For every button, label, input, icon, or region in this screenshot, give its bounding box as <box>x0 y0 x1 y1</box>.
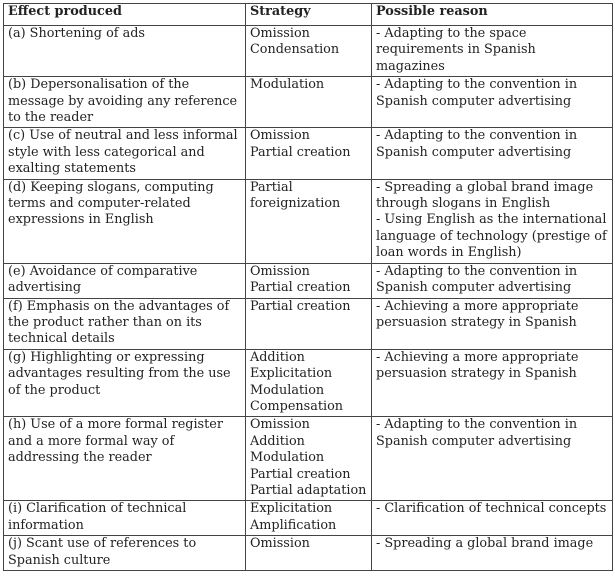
strategy-cell <box>246 77 372 128</box>
strategy-item: Modulation <box>250 77 325 93</box>
reason-item: - Achieving a more appropriate persuasion strategy in Spanish <box>376 349 583 382</box>
strategy-item: Compensation <box>250 398 344 414</box>
translation-strategies-table <box>3 3 613 571</box>
strategy-item: Explicitation <box>250 366 333 382</box>
strategy-item: Omission <box>250 26 310 41</box>
reason-item: - Spreading a global brand image through slogans in English <box>376 179 598 212</box>
reason-item: - Adapting to the convention in Spanish computer advertising <box>376 263 582 296</box>
table-row <box>4 417 613 501</box>
effect-cell: (h) Use of a more formal register and a more formal way of addressing the reader <box>4 417 246 501</box>
effect-cell: (e) Avoidance of comparative advertising <box>4 263 246 298</box>
table-row <box>4 179 613 263</box>
strategy-cell <box>246 128 372 179</box>
strategy-item: Condensation <box>250 42 340 58</box>
reason-cell <box>372 179 613 263</box>
table-header-row <box>4 4 613 26</box>
strategy-item: Omission <box>250 417 310 433</box>
table-row <box>4 298 613 349</box>
strategy-cell <box>246 26 372 77</box>
table-row <box>4 263 613 298</box>
reason-cell <box>372 263 613 298</box>
strategy-item: Amplification <box>250 517 337 533</box>
strategy-item: Omission <box>250 128 310 144</box>
header-possible-reason: Possible reason <box>372 4 613 26</box>
strategy-item: Explicitation <box>250 501 333 517</box>
header-effect-produced: Effect produced <box>4 4 246 26</box>
strategy-item: Partial creation <box>250 298 351 314</box>
strategy-cell <box>246 536 372 571</box>
effect-cell: (f) Emphasis on the advantages of the product rather than on its technical details <box>4 298 246 349</box>
effect-cell: (d) Keeping slogans, computing terms and computer-related expressions in English <box>4 179 246 263</box>
reason-cell <box>372 298 613 349</box>
strategy-item: Addition <box>250 349 305 365</box>
effect-cell: (i) Clarification of technical information <box>4 501 246 536</box>
strategy-cell <box>246 501 372 536</box>
reason-item: - Adapting to the convention in Spanish computer advertising <box>376 417 582 449</box>
table-row <box>4 128 613 179</box>
reason-cell <box>372 501 613 536</box>
strategy-item: Omission <box>250 536 310 552</box>
reason-cell <box>372 417 613 501</box>
strategy-item: Partial adaptation <box>250 482 367 498</box>
effect-cell: (j) Scant use of references to Spanish culture <box>4 536 246 571</box>
reason-cell <box>372 26 613 77</box>
table-row <box>4 501 613 536</box>
effect-cell: (b) Depersonalisation of the message by avoiding any reference to the reader <box>4 77 246 128</box>
strategy-cell <box>246 179 372 263</box>
strategy-item: Modulation <box>250 382 325 398</box>
strategy-item: Partial creation <box>250 280 351 296</box>
strategy-item: Partial creation <box>250 144 351 160</box>
reason-cell <box>372 536 613 571</box>
effect-cell: (c) Use of neutral and less informal style with less categorical and exalting statements <box>4 128 246 179</box>
strategy-cell <box>246 298 372 349</box>
reason-cell <box>372 77 613 128</box>
reason-item: - Adapting to the convention in Spanish computer advertising <box>376 128 582 160</box>
strategy-cell <box>246 417 372 501</box>
strategy-item: Partial creation <box>250 466 351 482</box>
reason-cell <box>372 349 613 417</box>
reason-cell <box>372 128 613 179</box>
table-row <box>4 349 613 417</box>
strategy-item: Omission <box>250 263 310 279</box>
table-row <box>4 26 613 77</box>
strategy-cell <box>246 263 372 298</box>
reason-item: - Adapting to the space requirements in Spanish magazines <box>376 26 540 74</box>
reason-item: - Adapting to the convention in Spanish computer advertising <box>376 77 582 109</box>
reason-item: - Using English as the international language of technology (prestige of loan words in English) <box>376 212 611 261</box>
strategy-cell <box>246 349 372 417</box>
table-row <box>4 77 613 128</box>
strategy-item: Modulation <box>250 450 325 466</box>
reason-item: - Clarification of technical concepts <box>376 501 607 517</box>
table-row <box>4 536 613 571</box>
strategy-item: Partial foreignization <box>250 179 341 212</box>
effect-cell: (g) Highlighting or expressing advantages resulting from the use of the product <box>4 349 246 417</box>
reason-item: - Achieving a more appropriate persuasion strategy in Spanish <box>376 298 583 330</box>
header-strategy: Strategy <box>246 4 372 26</box>
reason-item: - Spreading a global brand image <box>376 536 594 552</box>
effect-cell: (a) Shortening of ads <box>4 26 246 77</box>
strategy-item: Addition <box>250 433 305 449</box>
